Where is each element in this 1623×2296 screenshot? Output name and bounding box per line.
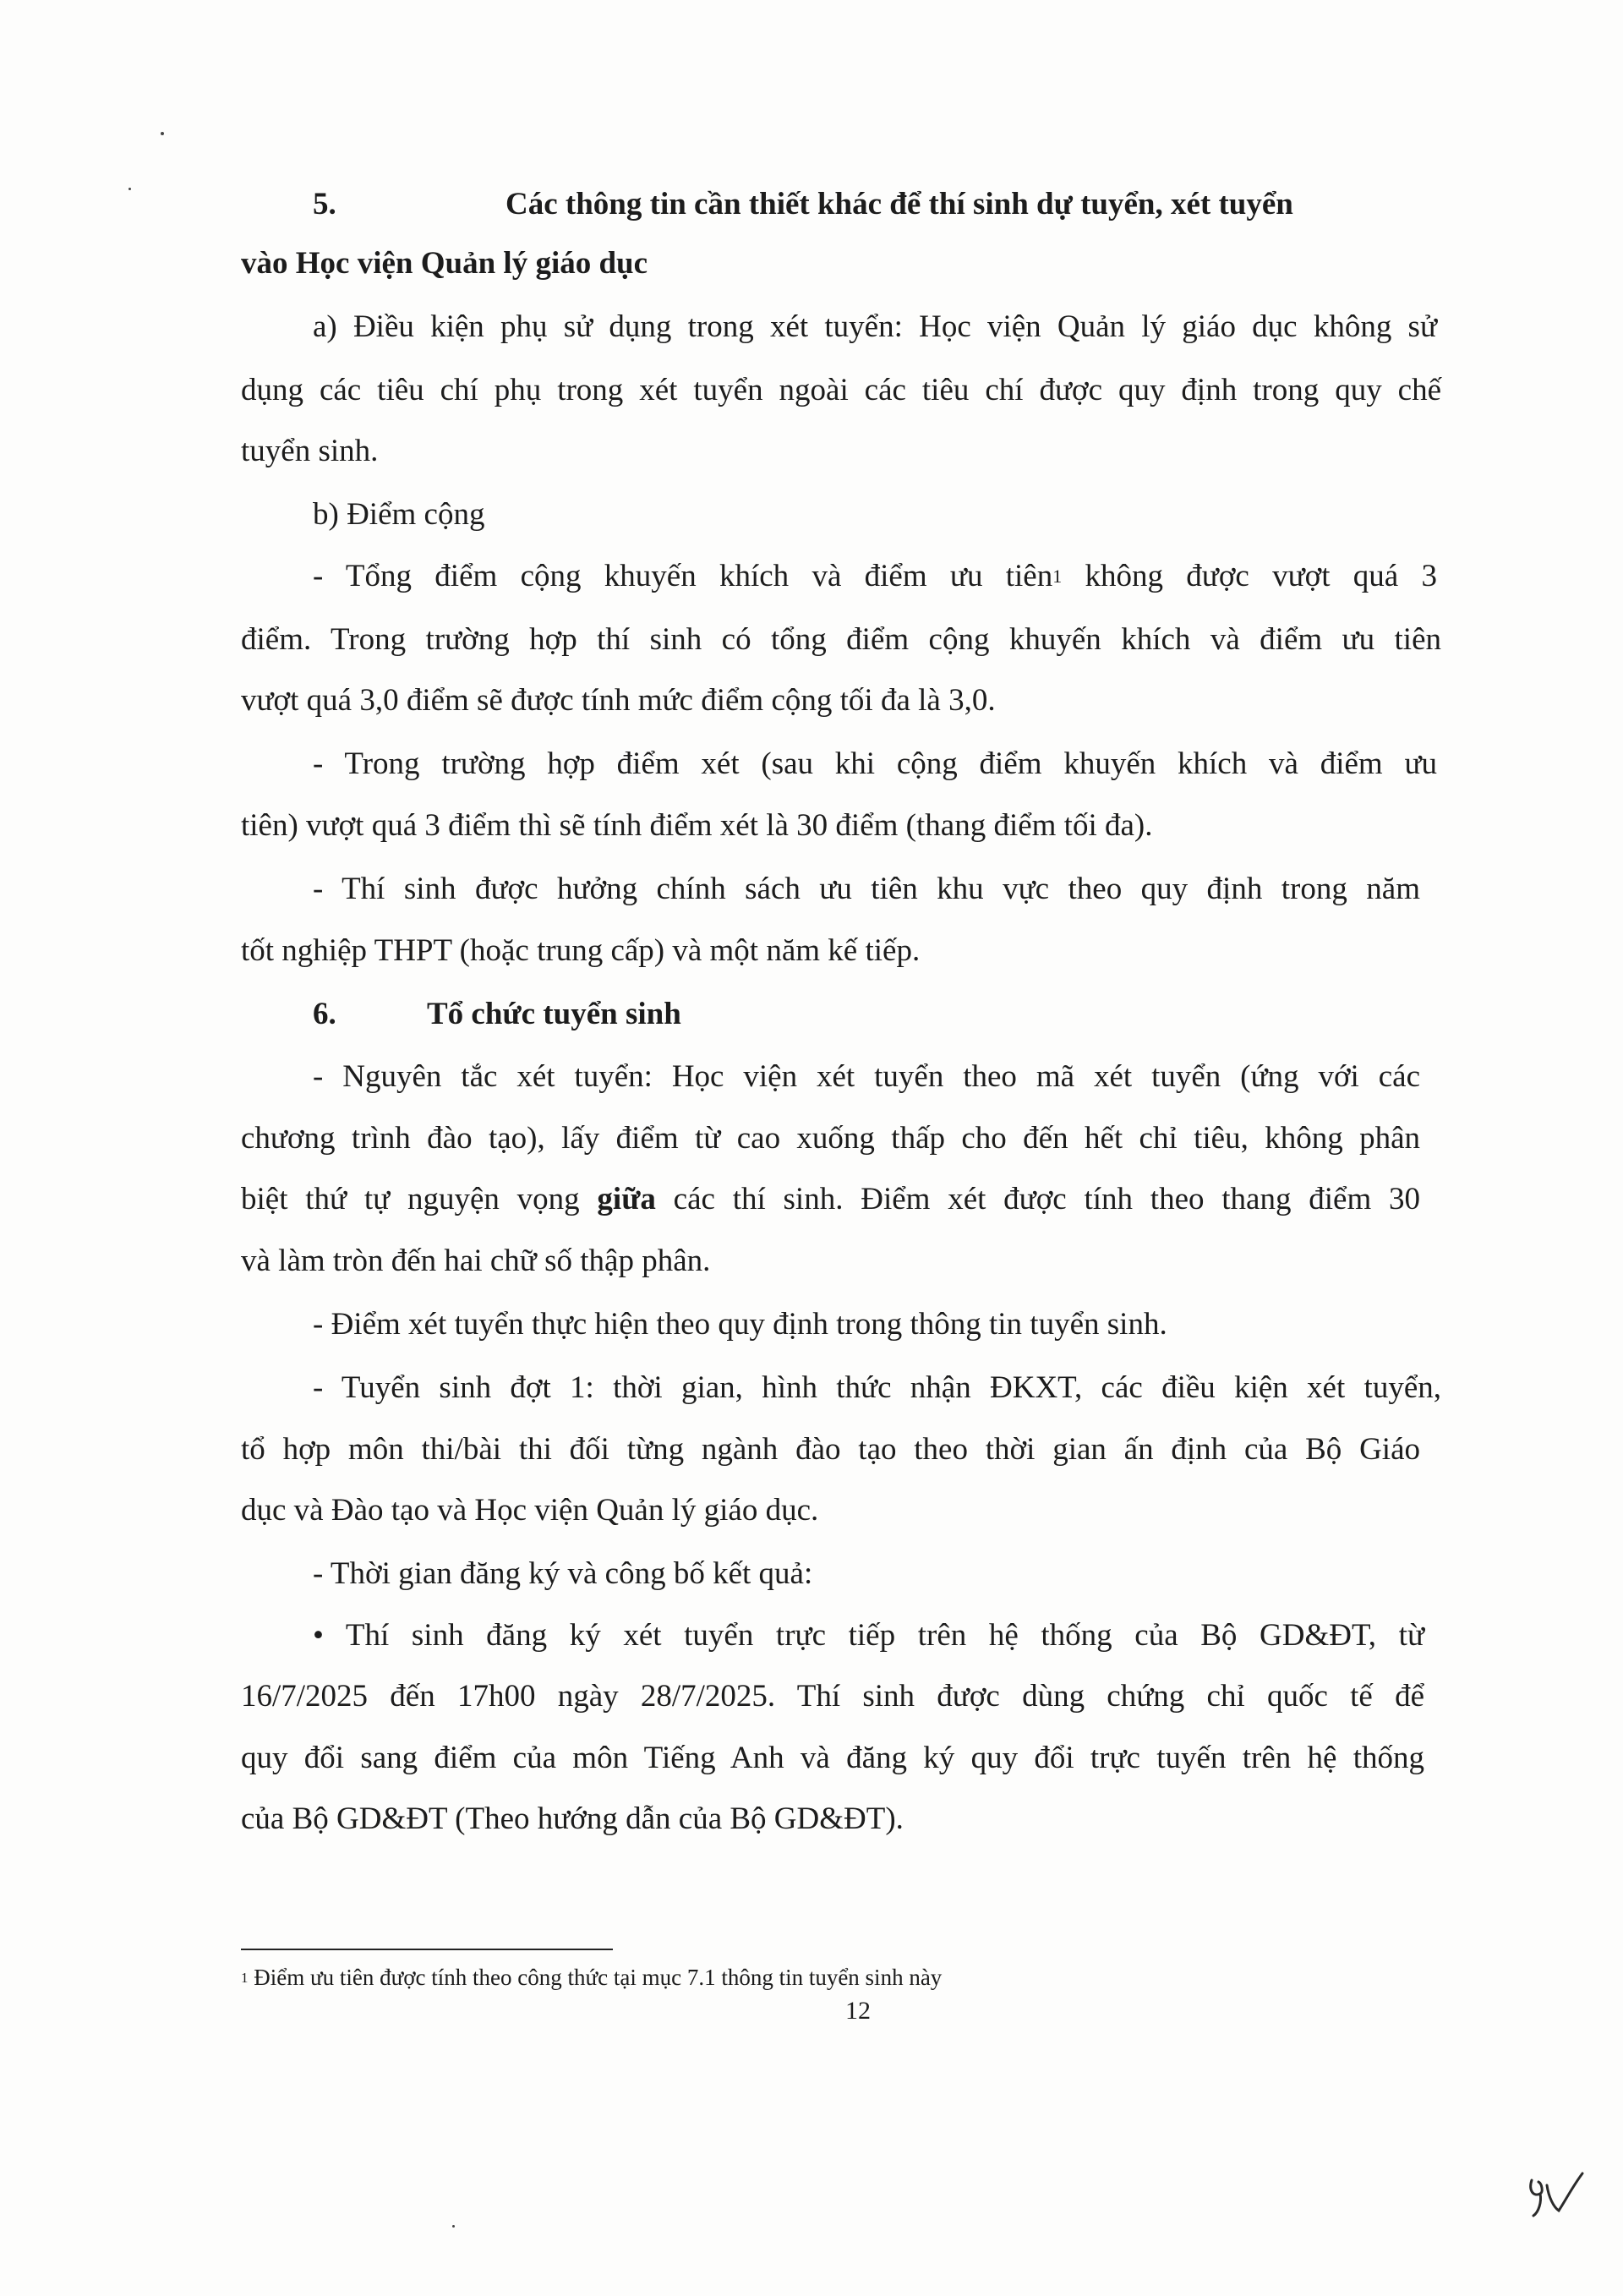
section-5a-line-3: tuyển sinh.	[241, 434, 379, 468]
section-6-p5-line-1: • Thí sinh đăng ký xét tuyển trực tiếp trên hệ thống của Bộ GD&ĐT, từ	[313, 1618, 1424, 1653]
section-6-p1-line-2: chương trình đào tạo), lấy điểm từ cao xuống thấp cho đến hết chỉ tiêu, không phân	[241, 1121, 1420, 1156]
section-6-p5-line-3: quy đổi sang điểm của môn Tiếng Anh và đăng ký quy đổi trực tuyến trên hệ thống	[241, 1741, 1424, 1775]
section-5a-line-2: dụng các tiêu chí phụ trong xét tuyển ngoài các tiêu chí được quy định trong quy chế	[241, 373, 1441, 407]
section-5-title-line-2: vào Học viện Quản lý giáo dục	[241, 246, 648, 281]
section-6-p5-line-4: của Bộ GD&ĐT (Theo hướng dẫn của Bộ GD&ĐT).	[241, 1801, 904, 1836]
section-5b-item-1-line-3: vượt quá 3,0 điểm sẽ được tính mức điểm cộng tối đa là 3,0.	[241, 683, 996, 718]
section-5b-item-3-line-1: - Thí sinh được hưởng chính sách ưu tiên khu vực theo quy định trong năm	[313, 872, 1420, 906]
footnote	[241, 1963, 942, 1992]
section-5b-item-1-line-1: - Tổng điểm cộng khuyến khích và điểm ưu tiên$^1$ không được vượt quá 3	[313, 559, 1437, 593]
section-6-p1-line-4: và làm tròn đến hai chữ số thập phân.	[241, 1244, 711, 1278]
section-5-number: 5.	[313, 187, 336, 221]
section-6-p3-line-2: tổ hợp môn thi/bài thi đối từng ngành đào tạo theo thời gian ấn định của Bộ Giáo	[241, 1432, 1420, 1467]
handwritten-initials	[1522, 2168, 1589, 2219]
section-6-title: Tổ chức tuyển sinh	[427, 997, 681, 1031]
section-5b-heading: b) Điểm cộng	[313, 497, 485, 532]
section-5-title-line-1: Các thông tin cần thiết khác để thí sinh dự tuyển, xét tuyển	[505, 187, 1293, 221]
section-6-p5-line-2: 16/7/2025 đến 17h00 ngày 28/7/2025. Thí sinh được dùng chứng chỉ quốc tế để	[241, 1679, 1424, 1714]
section-6-number: 6.	[313, 997, 336, 1031]
section-5b-item-3-line-2: tốt nghiệp THPT (hoặc trung cấp) và một năm kế tiếp.	[241, 933, 921, 968]
bold-word: giữa	[597, 1182, 656, 1216]
scan-speck	[452, 2225, 455, 2228]
section-6-p1-line-1: - Nguyên tắc xét tuyển: Học viện xét tuyển theo mã xét tuyển (ứng với các	[313, 1059, 1420, 1094]
footnote-marker: 1	[241, 1970, 249, 1986]
section-5b-item-1-line-2: điểm. Trong trường hợp thí sinh có tổng điểm cộng khuyến khích và điểm ưu tiên	[241, 622, 1441, 657]
section-6-p4: - Thời gian đăng ký và công bố kết quả:	[313, 1556, 813, 1591]
section-6-p3-line-1: - Tuyển sinh đợt 1: thời gian, hình thức nhận ĐKXT, các điều kiện xét tuyển,	[313, 1370, 1441, 1405]
section-6-p3-line-3: dục và Đào tạo và Học viện Quản lý giáo dục.	[241, 1493, 819, 1528]
scan-speck	[161, 132, 164, 135]
scan-speck	[128, 188, 131, 190]
footnote-text: Điểm ưu tiên được tính theo công thức tại mục 7.1 thông tin tuyển sinh này	[248, 1965, 943, 1990]
section-5b-item-2-line-1: - Trong trường hợp điểm xét (sau khi cộng điểm khuyến khích và điểm ưu	[313, 746, 1437, 781]
footnote-separator	[241, 1949, 613, 1950]
section-5b-item-2-line-2: tiên) vượt quá 3 điểm thì sẽ tính điểm xét là 30 điểm (thang điểm tối đa).	[241, 808, 1153, 843]
section-6-p1-line-3: biệt thứ tự nguyện vọng giữa các thí sinh. Điểm xét được tính theo thang điểm 30	[241, 1182, 1420, 1216]
section-5a-line-1: a) Điều kiện phụ sử dụng trong xét tuyển: Học viện Quản lý giáo dục không sử	[313, 309, 1437, 344]
section-6-p2: - Điểm xét tuyển thực hiện theo quy định trong thông tin tuyển sinh.	[313, 1307, 1167, 1342]
footnote-reference: 1	[1052, 566, 1063, 587]
page-number: 12	[845, 1997, 871, 2025]
